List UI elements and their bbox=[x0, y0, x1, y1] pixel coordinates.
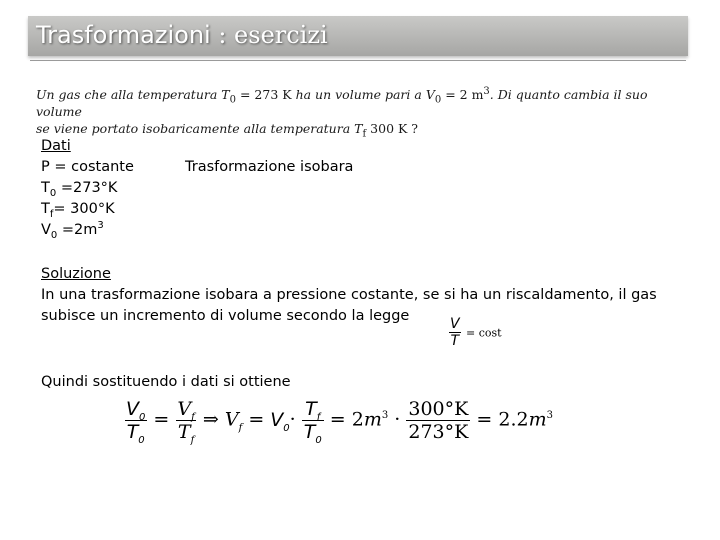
dati-tf: $T_f= 300^\circ K$ bbox=[41, 201, 115, 220]
title-sub: : esercizi bbox=[210, 21, 328, 49]
dati-v0: $V_0 =2m^3$ bbox=[41, 220, 104, 241]
dati-t0: $T_0 =273^\circ K$ bbox=[41, 180, 118, 199]
law-formula bbox=[448, 316, 502, 349]
fraction-v0-t0: $\frac{V_0}{T_0}$ bbox=[126, 398, 146, 446]
soluzione-line-1: In una trasformazione isobara a pressione costante, se si ha un riscaldamento, il gas bbox=[41, 287, 657, 303]
law-fraction: $\frac{V}{T}$ bbox=[450, 316, 460, 349]
fraction-tf-t0: $\frac{T_f}{T_0}$ bbox=[303, 398, 322, 446]
problem-statement bbox=[36, 85, 686, 140]
dati-heading: Dati bbox=[41, 138, 71, 154]
fraction-temperatures: $\frac{300^\circ K}{273^\circ K}$ bbox=[408, 398, 469, 443]
transformation-type: Trasformazione isobara bbox=[185, 159, 354, 175]
problem-line-1: Un gas che alla temperatura $T_0 = 273$ K ha un volume pari a $V_0 = 2$ $m^3$. Di quanto cambia il suo volume bbox=[36, 85, 648, 119]
soluzione-line-2: subisce un incremento di volume secondo la legge bbox=[41, 308, 410, 324]
title-divider bbox=[30, 60, 686, 61]
dati-pressure: P = costante bbox=[41, 159, 134, 175]
problem-line-2: se viene portato isobaricamente alla temperatura $T_f$ 300 K ? bbox=[36, 121, 419, 140]
result-formula: $\frac{V_0}{T_0}$ = $\frac{V_f}{T_f}$ ⇒ $V_f = V_0\cdot$ $\frac{T_f}{T_0}$ = $2m^3$ · $\frac{300^\circ K}{273^\circ K}$ = $2.2m^3$ bbox=[126, 398, 553, 446]
law-rhs: = cost bbox=[466, 326, 502, 340]
title-main: Trasformazioni bbox=[36, 21, 211, 49]
dati-section bbox=[41, 136, 134, 241]
page-title bbox=[36, 21, 328, 49]
soluzione-section bbox=[41, 264, 701, 327]
title-bar bbox=[28, 16, 688, 56]
quindi-text: Quindi sostituendo i dati si ottiene bbox=[41, 374, 291, 390]
fraction-vf-tf: $\frac{V_f}{T_f}$ bbox=[177, 398, 195, 446]
soluzione-heading: Soluzione bbox=[41, 266, 111, 282]
